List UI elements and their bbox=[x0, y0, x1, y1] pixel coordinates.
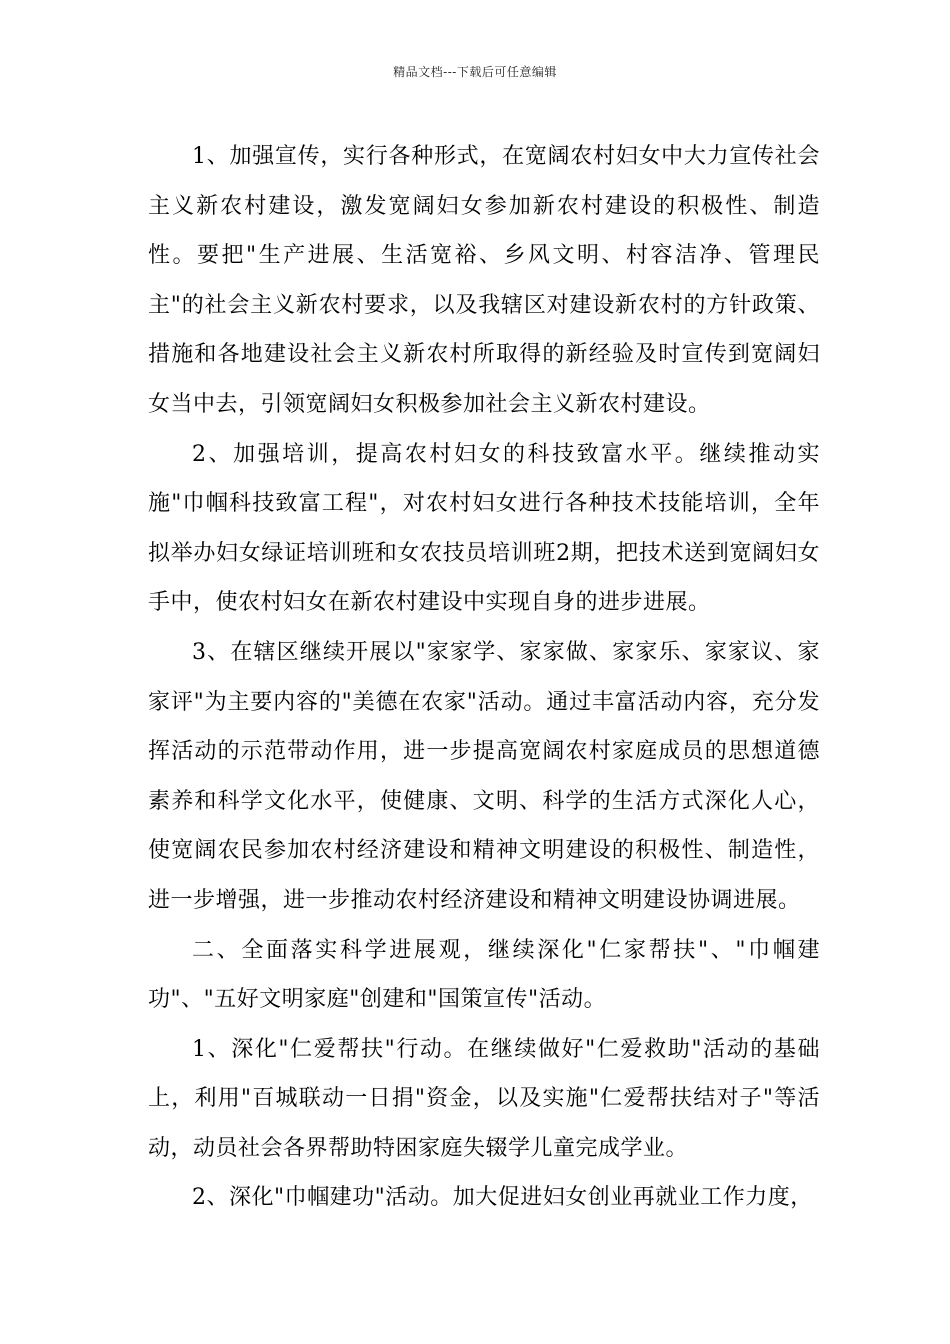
paragraph-charity-help: 1、深化"仁爱帮扶"行动。在继续做好"仁爱救助"活动的基础上，利用"百城联动一日捐"资金，以及实施"仁爱帮扶结对子"等活动，动员社会各界帮助特困家庭失辍学儿童完成学业。 bbox=[148, 1036, 820, 1161]
page-header: 精品文档---下载后可任意编辑 bbox=[393, 65, 557, 79]
paragraph-virtue-activity: 3、在辖区继续开展以"家家学、家家做、家家乐、家家议、家家评"为主要内容的"美德在农家"活动。通过丰富活动内容，充分发挥活动的示范带动作用，进一步提高宽阔农村家庭成员的思想道德素养和科学文化水平，使健康、文明、科学的生活方式深化人心，使宽阔农民参加农村经济建设和精神文明建设的积极性、制造性，进一步增强，进一步推动农村经济建设和精神文明建设协调进展。 bbox=[148, 639, 820, 913]
paragraph-women-achievement: 2、深化"巾帼建功"活动。加大促进妇女创业再就业工作力度， bbox=[192, 1185, 813, 1211]
paragraph-publicity: 1、加强宣传，实行各种形式，在宽阔农村妇女中大力宣传社会主义新农村建设，激发宽阔妇女参加新农村建设的积极性、制造性。要把"生产进展、生活宽裕、乡风文明、村容洁净、管理民主"的社会主义新农村要求，以及我辖区对建设新农村的方针政策、措施和各地建设社会主义新农村所取得的新经验及时宣传到宽阔妇女当中去，引领宽阔妇女积极参加社会主义新农村建设。 bbox=[148, 144, 820, 417]
document-body bbox=[148, 132, 820, 1223]
section-heading-two: 二、全面落实科学进展观，继续深化"仁家帮扶"、"巾帼建功"、"五好文明家庭"创建和"国策宣传"活动。 bbox=[148, 937, 820, 1013]
paragraph-training: 2、加强培训，提高农村妇女的科技致富水平。继续推动实施"巾帼科技致富工程"，对农村妇女进行各种技术技能培训，全年拟举办妇女绿证培训班和女农技员培训班2期，把技术送到宽阔妇女手中，使农村妇女在新农村建设中实现自身的进步进展。 bbox=[148, 441, 820, 616]
